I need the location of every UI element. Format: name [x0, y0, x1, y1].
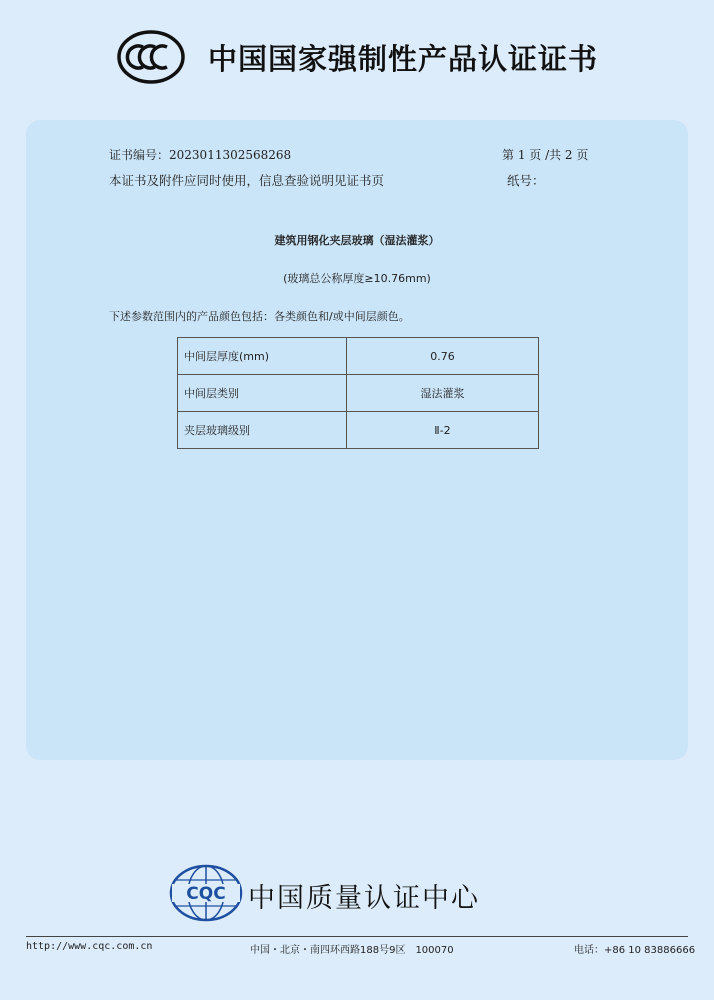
certificate-header	[0, 25, 714, 89]
param-value: 0.76	[347, 338, 539, 375]
certificate-number-label: 证书编号：	[109, 148, 170, 162]
param-key: 夹层玻璃级别	[178, 412, 347, 449]
cqc-logo-text: CQC	[186, 884, 226, 904]
param-value: Ⅱ-2	[347, 412, 539, 449]
certificate-body-panel	[26, 120, 688, 760]
param-value: 湿法灌浆	[347, 375, 539, 412]
paper-number-label: 纸号：	[507, 173, 545, 188]
certificate-number	[109, 146, 291, 163]
parameter-table	[177, 337, 539, 449]
certificate-number-value: 2023011302568268	[169, 148, 292, 162]
cqc-globe-logo-icon	[168, 864, 244, 922]
param-key: 中间层厚度(mm)	[178, 338, 347, 375]
phone-text: 电话：+86 10 83886666	[574, 945, 696, 956]
product-title: 建筑用钢化夹层玻璃（湿法灌浆）	[274, 234, 440, 247]
product-subtitle: (玻璃总公称厚度≥10.76mm)	[283, 272, 431, 285]
table-row	[178, 412, 539, 449]
color-scope-statement: 下述参数范围内的产品颜色包括：各类颜色和/或中间层颜色。	[109, 310, 410, 323]
ccc-mark-icon	[117, 29, 185, 85]
table-row	[178, 338, 539, 375]
page-info: 第 1 页 /共 2 页	[502, 148, 589, 162]
organization-name: 中国质量认证中心	[248, 883, 480, 914]
footer-divider	[26, 936, 688, 937]
address-text: 中国・北京・南四环西路188号9区 100070	[250, 945, 454, 956]
param-key: 中间层类别	[178, 375, 347, 412]
website-link[interactable]: http://www.cqc.com.cn	[26, 941, 153, 952]
table-row	[178, 375, 539, 412]
usage-notice: 本证书及附件应同时使用，信息查验说明见证书页	[109, 173, 385, 188]
issuing-organization	[168, 864, 508, 924]
certificate-title: 中国国家强制性产品认证证书	[208, 42, 599, 76]
